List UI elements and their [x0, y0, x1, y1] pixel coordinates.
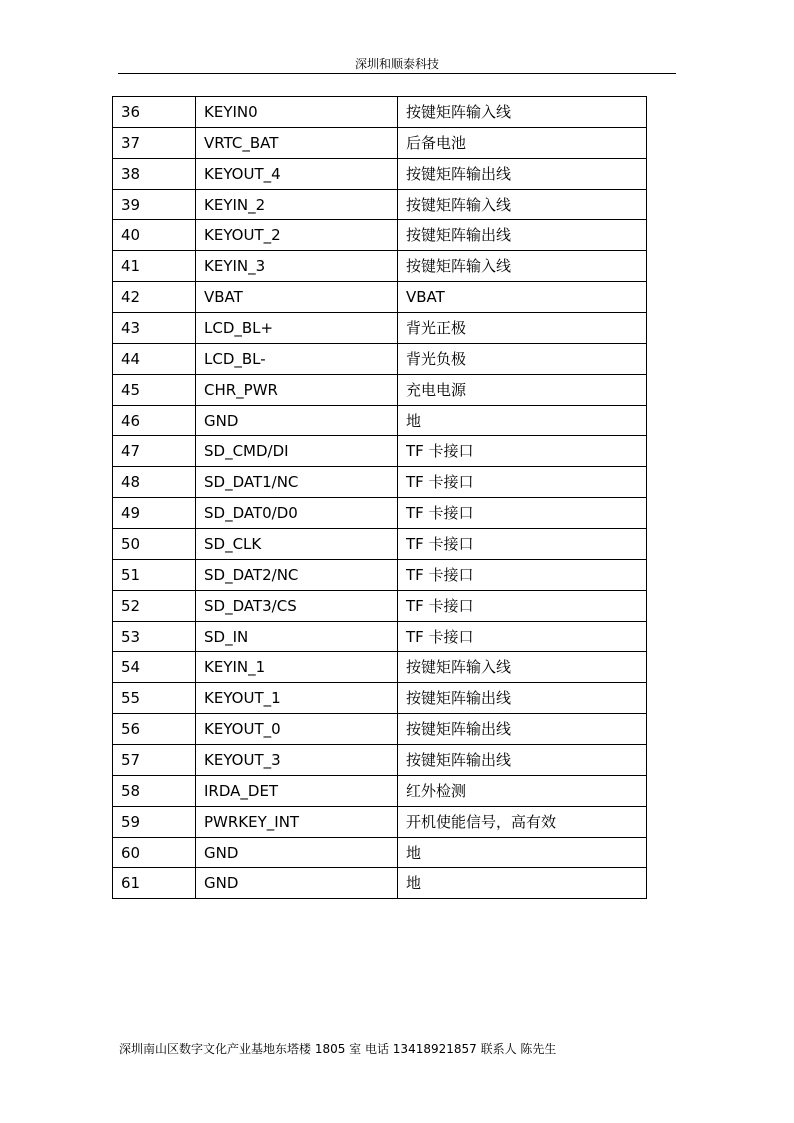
table-row: [113, 714, 647, 745]
pin-description-cell: TF 卡接口: [398, 559, 647, 590]
pin-name-cell: KEYOUT_4: [196, 158, 398, 189]
table-row: [113, 313, 647, 344]
pin-description-cell: TF 卡接口: [398, 529, 647, 560]
pin-number-cell: 53: [113, 621, 196, 652]
pin-description-cell: 后备电池: [398, 127, 647, 158]
pin-description-cell: TF 卡接口: [398, 498, 647, 529]
pin-number-cell: 61: [113, 868, 196, 899]
table-row: [113, 251, 647, 282]
pin-name-cell: KEYOUT_3: [196, 745, 398, 776]
pin-description-cell: TF 卡接口: [398, 436, 647, 467]
pin-description-cell: 地: [398, 405, 647, 436]
table-row: [113, 652, 647, 683]
table-row: [113, 775, 647, 806]
pin-description-cell: 按键矩阵输出线: [398, 683, 647, 714]
pin-name-cell: GND: [196, 837, 398, 868]
pin-description-cell: TF 卡接口: [398, 467, 647, 498]
pin-number-cell: 46: [113, 405, 196, 436]
table-row: [113, 467, 647, 498]
pin-number-cell: 59: [113, 806, 196, 837]
pin-number-cell: 47: [113, 436, 196, 467]
pin-description-cell: TF 卡接口: [398, 590, 647, 621]
pin-description-cell: 按键矩阵输出线: [398, 158, 647, 189]
pin-definition-table: [112, 96, 647, 899]
table-row: [113, 405, 647, 436]
pin-number-cell: 56: [113, 714, 196, 745]
table-row: [113, 189, 647, 220]
pin-number-cell: 60: [113, 837, 196, 868]
pin-name-cell: SD_CLK: [196, 529, 398, 560]
pin-description-cell: 地: [398, 837, 647, 868]
pin-description-cell: 红外检测: [398, 775, 647, 806]
table-row: [113, 436, 647, 467]
table-row: [113, 621, 647, 652]
pin-number-cell: 43: [113, 313, 196, 344]
pin-description-cell: 按键矩阵输出线: [398, 714, 647, 745]
pin-name-cell: CHR_PWR: [196, 374, 398, 405]
table-row: [113, 127, 647, 158]
pin-description-cell: TF 卡接口: [398, 621, 647, 652]
pin-number-cell: 39: [113, 189, 196, 220]
table-row: [113, 683, 647, 714]
page-footer-contact: 深圳南山区数字文化产业基地东塔楼 1805 室 电话 13418921857 联系人 陈先生: [119, 1042, 557, 1056]
table-row: [113, 745, 647, 776]
pin-description-cell: 按键矩阵输入线: [398, 652, 647, 683]
pin-number-cell: 40: [113, 220, 196, 251]
pin-name-cell: IRDA_DET: [196, 775, 398, 806]
pin-number-cell: 49: [113, 498, 196, 529]
pin-description-cell: VBAT: [398, 282, 647, 313]
pin-number-cell: 52: [113, 590, 196, 621]
pin-number-cell: 38: [113, 158, 196, 189]
pin-number-cell: 57: [113, 745, 196, 776]
table-row: [113, 374, 647, 405]
pin-name-cell: VBAT: [196, 282, 398, 313]
pin-name-cell: KEYOUT_1: [196, 683, 398, 714]
pin-name-cell: SD_DAT1/NC: [196, 467, 398, 498]
table-row: [113, 559, 647, 590]
pin-number-cell: 45: [113, 374, 196, 405]
pin-number-cell: 42: [113, 282, 196, 313]
pin-name-cell: SD_DAT3/CS: [196, 590, 398, 621]
pin-description-cell: 开机使能信号，高有效: [398, 806, 647, 837]
pin-table-body: [113, 97, 647, 899]
pin-number-cell: 51: [113, 559, 196, 590]
page-header-title: 深圳和顺泰科技: [354, 57, 439, 71]
pin-name-cell: KEYOUT_2: [196, 220, 398, 251]
table-row: [113, 868, 647, 899]
pin-number-cell: 55: [113, 683, 196, 714]
table-row: [113, 97, 647, 128]
table-row: [113, 220, 647, 251]
pin-name-cell: KEYIN_3: [196, 251, 398, 282]
pin-description-cell: 按键矩阵输入线: [398, 189, 647, 220]
pin-name-cell: KEYOUT_0: [196, 714, 398, 745]
table-row: [113, 158, 647, 189]
table-row: [113, 837, 647, 868]
pin-description-cell: 背光负极: [398, 343, 647, 374]
pin-name-cell: SD_DAT2/NC: [196, 559, 398, 590]
pin-name-cell: SD_IN: [196, 621, 398, 652]
table-row: [113, 590, 647, 621]
pin-description-cell: 按键矩阵输入线: [398, 251, 647, 282]
pin-description-cell: 按键矩阵输入线: [398, 97, 647, 128]
table-row: [113, 498, 647, 529]
pin-description-cell: 按键矩阵输出线: [398, 220, 647, 251]
table-row: [113, 529, 647, 560]
pin-number-cell: 50: [113, 529, 196, 560]
pin-number-cell: 44: [113, 343, 196, 374]
pin-name-cell: LCD_BL+: [196, 313, 398, 344]
pin-number-cell: 48: [113, 467, 196, 498]
pin-name-cell: PWRKEY_INT: [196, 806, 398, 837]
pin-name-cell: SD_CMD/DI: [196, 436, 398, 467]
pin-number-cell: 37: [113, 127, 196, 158]
pin-description-cell: 按键矩阵输出线: [398, 745, 647, 776]
pin-name-cell: KEYIN0: [196, 97, 398, 128]
table-row: [113, 343, 647, 374]
pin-number-cell: 41: [113, 251, 196, 282]
pin-name-cell: GND: [196, 405, 398, 436]
pin-name-cell: KEYIN_1: [196, 652, 398, 683]
pin-name-cell: SD_DAT0/D0: [196, 498, 398, 529]
pin-number-cell: 58: [113, 775, 196, 806]
pin-description-cell: 背光正极: [398, 313, 647, 344]
pin-name-cell: VRTC_BAT: [196, 127, 398, 158]
pin-number-cell: 54: [113, 652, 196, 683]
pin-name-cell: LCD_BL-: [196, 343, 398, 374]
table-row: [113, 806, 647, 837]
table-row: [113, 282, 647, 313]
pin-number-cell: 36: [113, 97, 196, 128]
pin-description-cell: 地: [398, 868, 647, 899]
pin-name-cell: KEYIN_2: [196, 189, 398, 220]
pin-name-cell: GND: [196, 868, 398, 899]
header-divider: [118, 73, 676, 74]
pin-description-cell: 充电电源: [398, 374, 647, 405]
